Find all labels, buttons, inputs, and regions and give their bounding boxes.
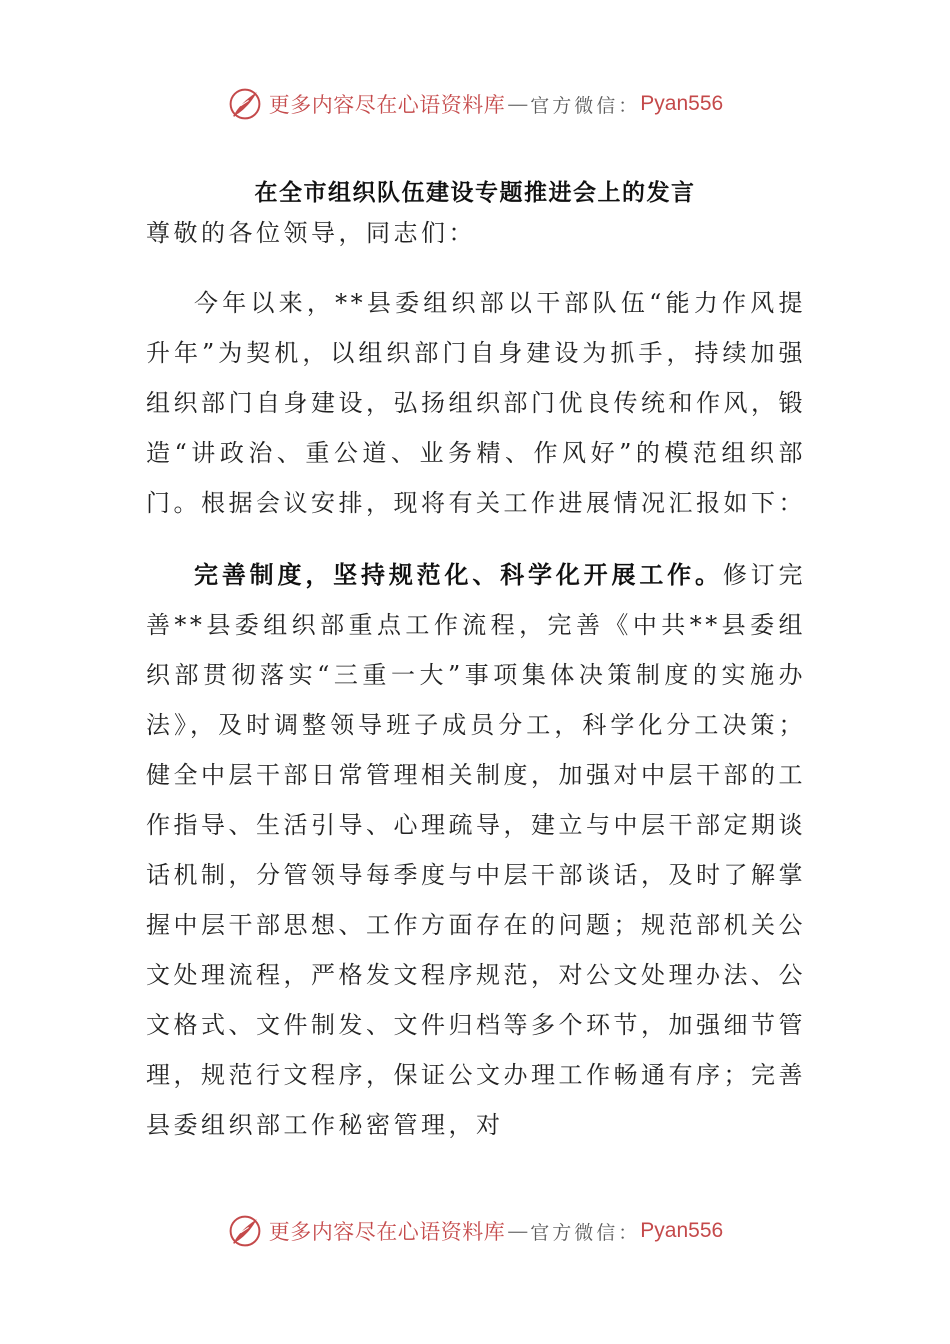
paragraph-1: 今年以来，**县委组织部以干部队伍“能力作风提升年”为契机，以组织部门自身建设为抓手，持续加强组织部门自身建设，弘扬组织部门优良传统和作风，锻造“讲政治、重公道、业务精、作风好”的模范组织部门。根据会议安排，现将有关工作进展情况汇报如下： bbox=[146, 289, 806, 517]
footer-banner-contact-id: Pyan556 bbox=[640, 1219, 724, 1242]
paragraph-2 bbox=[146, 550, 806, 1150]
document-body bbox=[146, 208, 806, 1150]
footer-banner bbox=[0, 1211, 950, 1251]
footer-banner-text: 更多内容尽在心语资料库 bbox=[268, 1220, 506, 1244]
paragraph-2-body: 修订完善**县委组织部重点工作流程，完善《中共**县委组织部贯彻落实“三重一大”事项集体决策制度的实施办法》，及时调整领导班子成员分工，科学化分工决策；健全中层干部日常管理相关制度，加强对中层干部的工作指导、生活引导、心理疏导，建立与中层干部定期谈话机制，分管领导每季度与中层干部谈话，及时了解掌握中层干部思想、工作方面存在的问题；规范部机关公文处理流程，严格发文程序规范，对公文处理办法、公文格式、文件制发、文件归档等多个环节，加强细节管理，规范行文程序，保证公文办理工作畅通有序；完善县委组织部工作秘密管理，对 bbox=[146, 561, 807, 1139]
salutation: 尊敬的各位领导，同志们： bbox=[146, 219, 476, 247]
banner-contact-id: Pyan556 bbox=[640, 92, 724, 115]
document-title: 在全市组织队伍建设专题推进会上的发言 bbox=[254, 179, 696, 206]
paragraph-2-lead: 完善制度，坚持规范化、科学化开展工作。 bbox=[194, 560, 723, 589]
banner-contact-label: 官方微信： bbox=[530, 94, 641, 117]
footer-banner-contact-label: 官方微信： bbox=[530, 1221, 641, 1244]
quill-pen-logo-icon bbox=[227, 86, 263, 122]
banner-text: 更多内容尽在心语资料库 bbox=[268, 93, 506, 117]
quill-pen-logo-icon bbox=[227, 1213, 263, 1249]
banner-separator: — bbox=[507, 92, 529, 116]
header-banner bbox=[0, 84, 950, 124]
footer-banner-separator: — bbox=[507, 1219, 529, 1243]
